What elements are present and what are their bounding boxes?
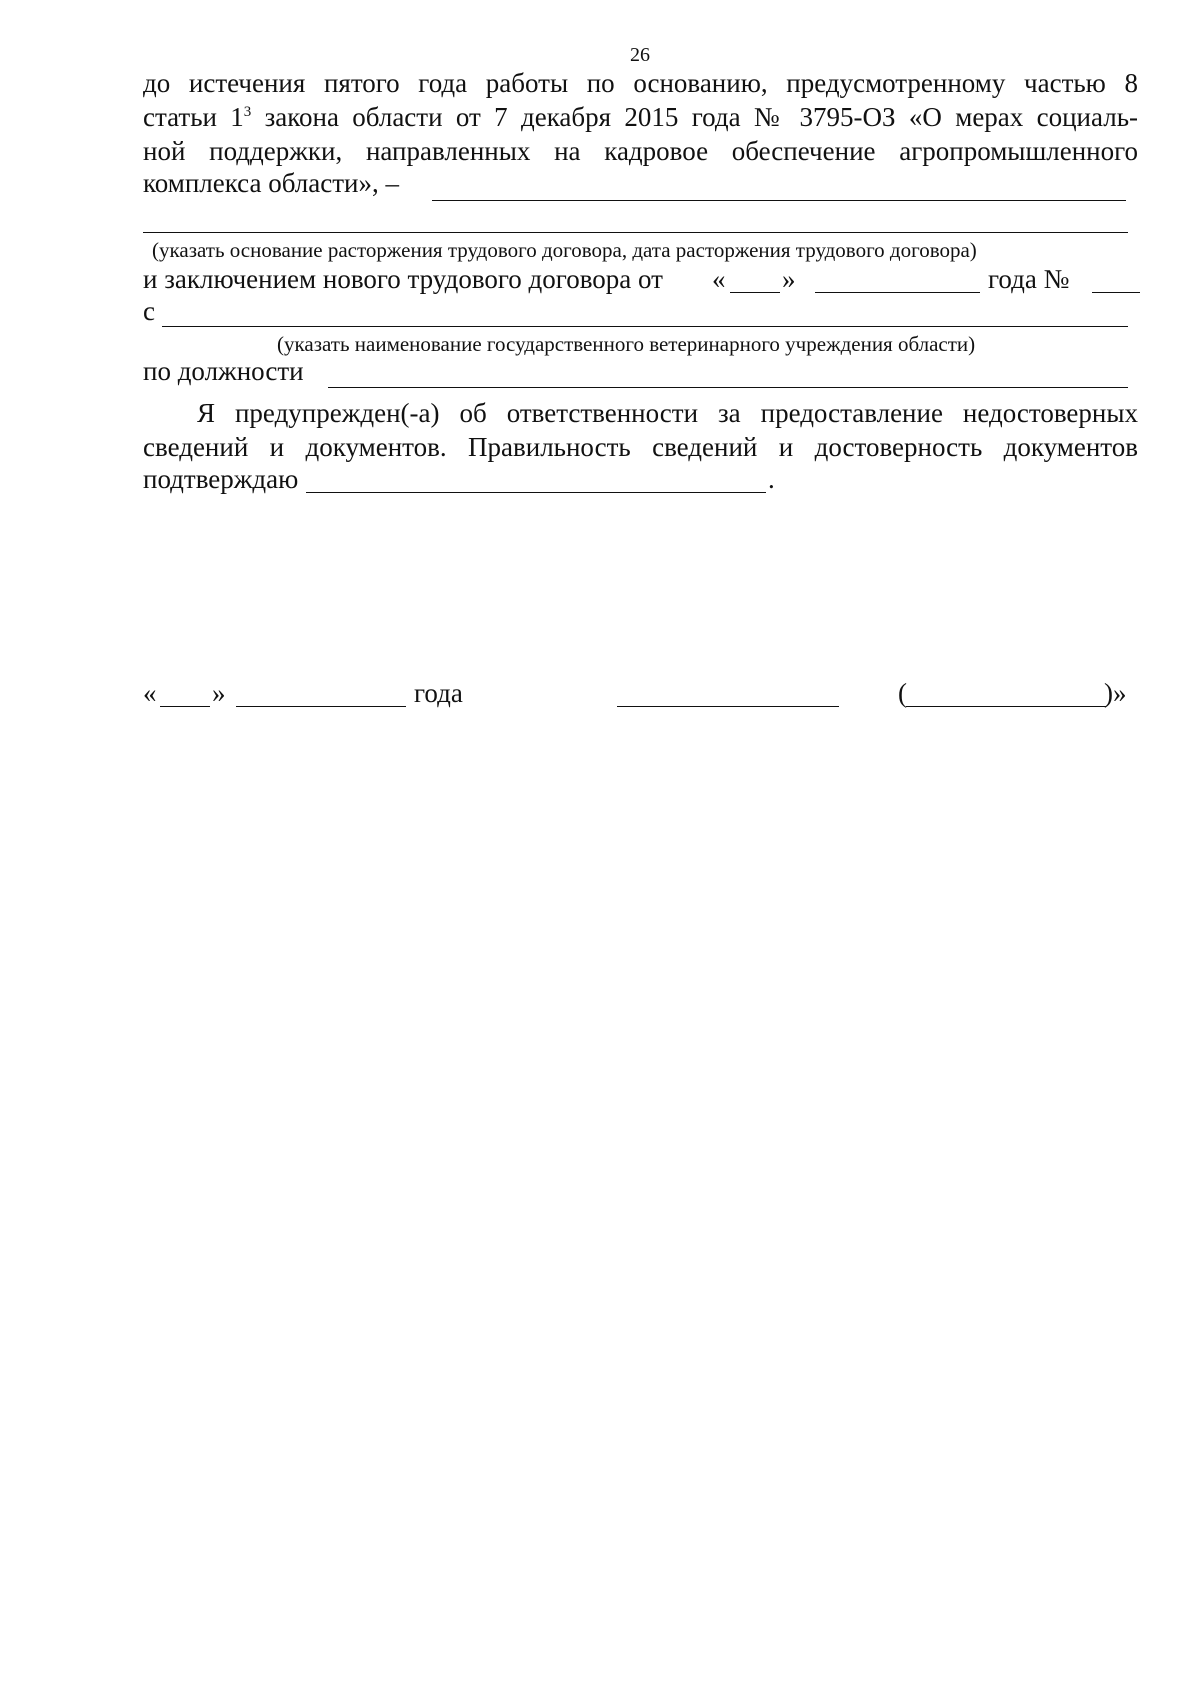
- superscript: 3: [243, 104, 252, 120]
- new-contract-label: и заключением нового трудового договора от: [143, 264, 663, 294]
- paragraph-line-4: комплекса области», –: [143, 168, 399, 198]
- signature-year-label: года: [414, 678, 463, 708]
- name-paren-open: (: [898, 678, 907, 708]
- contract-day-close-quote: »: [782, 264, 796, 294]
- termination-basis-blank-line-2[interactable]: [143, 232, 1128, 233]
- contract-number-blank[interactable]: [1092, 292, 1140, 293]
- page-number: 26: [630, 44, 650, 66]
- warning-line-2: сведений и документов. Правильность сведений и достоверность документов: [143, 432, 1138, 462]
- signature-day-open-quote: «: [143, 678, 157, 708]
- signature-blank[interactable]: [617, 706, 839, 707]
- termination-basis-blank-line-1[interactable]: [432, 200, 1126, 201]
- warning-period: .: [768, 464, 775, 494]
- signature-month-blank[interactable]: [236, 706, 406, 707]
- position-label: по должности: [143, 356, 304, 386]
- paragraph-line-3: ной поддержки, направленных на кадровое обеспечение агропромышленного: [143, 136, 1138, 166]
- contract-month-blank[interactable]: [815, 292, 980, 293]
- termination-basis-caption: (указать основание расторжения трудового договора, дата расторжения трудового договора): [152, 238, 977, 262]
- signature-name-blank[interactable]: [906, 706, 1106, 707]
- contract-year-number-label: года №: [988, 264, 1070, 294]
- paragraph-line-2-start: статьи 1: [143, 102, 244, 132]
- institution-blank[interactable]: [162, 326, 1128, 327]
- confirmation-signature-blank[interactable]: [306, 492, 766, 493]
- paragraph-line-2-end: закона области от 7 декабря 2015 года № 3795-ОЗ «О мерах социаль-: [251, 102, 1138, 132]
- warning-line-3: подтверждаю: [143, 464, 299, 494]
- paragraph-line-1: до истечения пятого года работы по основанию, предусмотренному частью 8: [143, 68, 1138, 98]
- warning-line-1: Я предупрежден(-а) об ответственности за предоставление недостоверных: [197, 398, 1138, 428]
- position-blank[interactable]: [328, 387, 1128, 388]
- name-paren-close: )»: [1104, 678, 1127, 708]
- paragraph-line-2: [143, 100, 1138, 134]
- with-label: с: [143, 296, 155, 326]
- contract-day-blank[interactable]: [730, 292, 780, 293]
- contract-day-open-quote: «: [712, 264, 726, 294]
- institution-caption: (указать наименование государственного ветеринарного учреждения области): [277, 332, 976, 356]
- signature-day-close-quote: »: [212, 678, 226, 708]
- signature-day-blank[interactable]: [160, 706, 210, 707]
